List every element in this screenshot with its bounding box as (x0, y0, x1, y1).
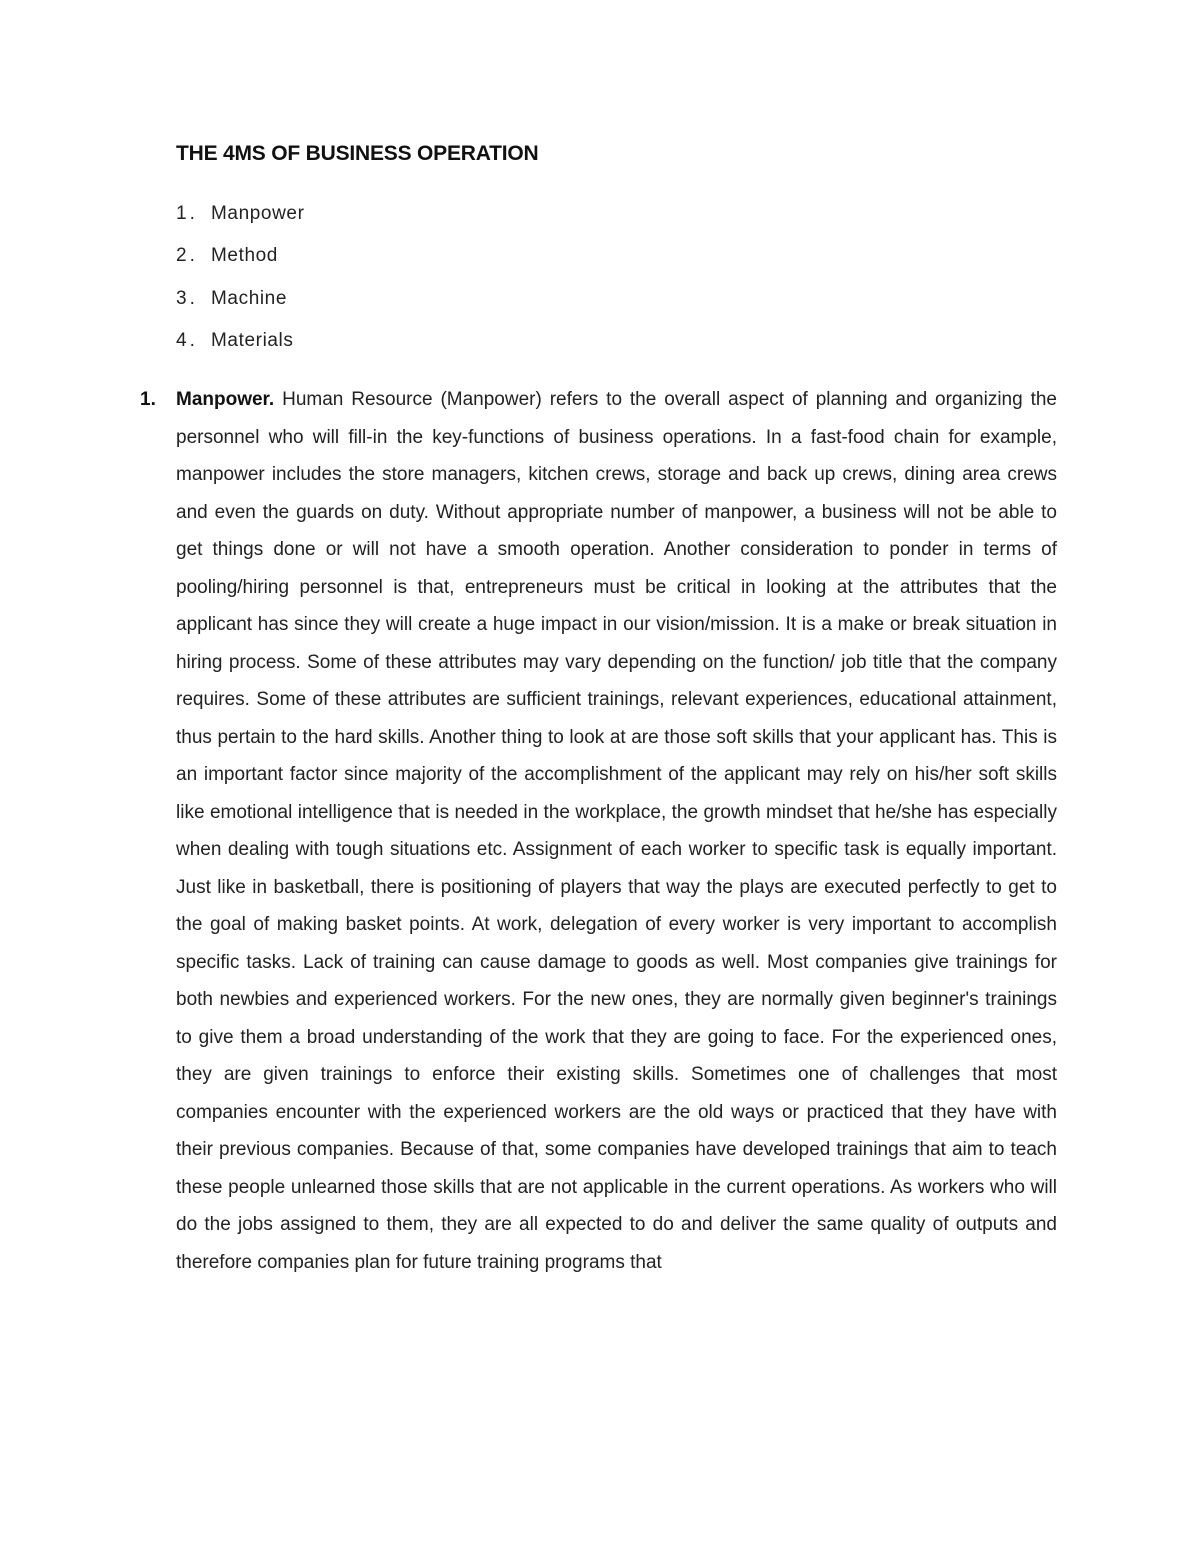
list-item-number: 4. (176, 329, 198, 351)
four-ms-list (176, 200, 305, 369)
list-item-number: 2. (176, 245, 198, 267)
list-item-label: Method (211, 245, 278, 267)
section-body-text: Human Resource (Manpower) refers to the overall aspect of planning and organizing the personnel who will fill-in the key-functions of business operations. In a fast-food chain for example, manpower includes the store managers, kitchen crews, storage and back up crews, dining area crews and even the guards on duty. Without appropriate number of manpower, a business will not be able to get things done or will not have a smooth operation. Another consideration to ponder in terms of pooling/hiring personnel is that, entrepreneurs must be critical in looking at the attributes that the applicant has since they will create a huge impact in our vision/mission. It is a make or break situation in hiring process. Some of these attributes may vary depending on the function/ job title that the company requires. Some of these attributes are sufficient trainings, relevant experiences, educational attainment, thus pertain to the hard skills. Another thing to look at are those soft skills that your applicant has. This is an important factor since majority of the accomplishment of the applicant may rely on his/her soft skills like emotional intelligence that is needed in the workplace, the growth mindset that he/she has especially when dealing with tough situations etc. Assignment of each worker to specific task is equally important. Just like in basketball, there is positioning of players that way the plays are executed perfectly to get to the goal of making basket points. At work, delegation of every worker is very important to accomplish specific tasks. Lack of training can cause damage to goods as well. Most companies give trainings for both newbies and experienced workers. For the new ones, they are normally given beginner's trainings to give them a broad understanding of the work that they are going to face. For the experienced ones, they are given trainings to enforce their existing skills. Sometimes one of challenges that most companies encounter with the experienced workers are the old ways or practiced that they have with their previous companies. Because of that, some companies have developed trainings that aim to teach these people unlearned those skills that are not applicable in the current operations. As workers who will do the jobs assigned to them, they are all expected to do and deliver the same quality of outputs and therefore companies plan for future training programs that (176, 389, 1058, 1273)
list-item (176, 285, 305, 327)
document-title: THE 4MS OF BUSINESS OPERATION (176, 142, 539, 165)
section-heading: Manpower. (176, 389, 275, 410)
list-item (176, 200, 305, 242)
list-item-number: 3. (176, 287, 198, 309)
section-paragraph (176, 381, 1057, 1281)
section-number: 1. (140, 389, 156, 410)
list-item-label: Materials (211, 329, 294, 351)
list-item (176, 242, 305, 284)
list-item-label: Manpower (211, 203, 305, 224)
list-item-number: 1. (176, 203, 198, 224)
list-item-label: Machine (211, 287, 288, 309)
section-manpower (140, 381, 1058, 1281)
list-item (176, 327, 305, 369)
